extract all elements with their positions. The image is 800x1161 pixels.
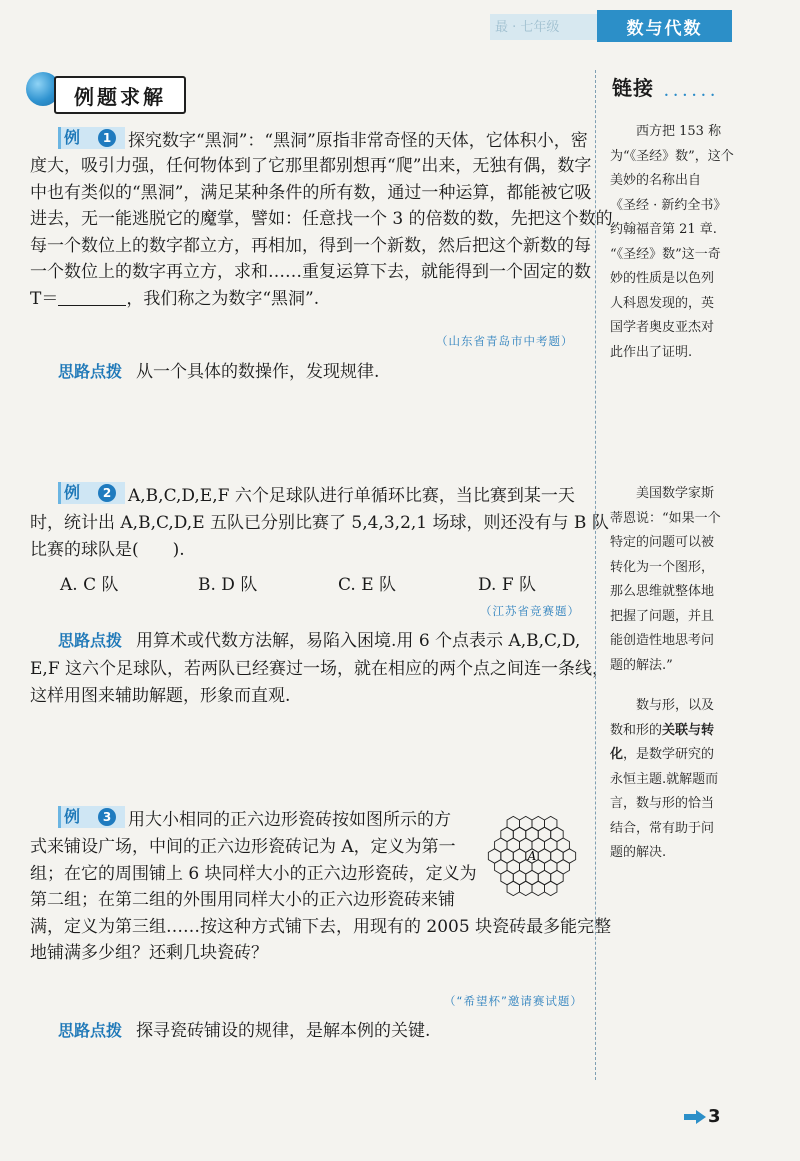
header-ghost-text: 最 · 七年级 — [495, 20, 560, 35]
note-line: 能创造性地思考问 — [610, 633, 715, 648]
page-arrow-icon — [684, 1110, 706, 1124]
note-fragment: ，是数学研究的 — [623, 747, 715, 762]
example-3-first-line — [58, 806, 451, 834]
note-line: 蒂恩说：“如果一个 — [610, 510, 721, 526]
example-badge — [58, 482, 122, 504]
source-tag: （“希望杯”邀请赛试题） — [444, 994, 583, 1008]
note-line: 数与形，以及 — [636, 698, 715, 713]
note-line: “《圣经》数”这一奇 — [610, 246, 721, 262]
note-line: 特定的问题可以被 — [610, 535, 715, 550]
note-line: 西方把 153 称 — [636, 124, 722, 139]
sidebar-divider — [595, 70, 596, 1080]
note-line — [610, 743, 718, 768]
sidebar-link-title: 链接 — [612, 76, 654, 100]
note-line: 把握了问题，并且 — [610, 608, 715, 624]
text-line: 每一个数位上的数字都立方，再相加，得到一个新数，然后把这个新数的每 — [30, 235, 591, 256]
source-tag: （江苏省竞赛题） — [480, 604, 580, 618]
text-line: 一个数位上的数字再立方，求和……重复运算下去，就能得到一个固定的数 — [30, 262, 591, 282]
note-line: 美国数学家斯 — [636, 486, 715, 501]
sidebar-note-1 — [610, 120, 734, 365]
example-number: 1 — [98, 129, 116, 147]
hexagon-tile — [563, 849, 575, 863]
section-title: 例题求解 — [54, 76, 186, 114]
text-line: E,F 这六个足球队，若两队已经赛过一场，就在相应的两个点之间连一条线， — [30, 659, 610, 679]
hint-label: 思路点拨 — [58, 362, 123, 381]
hint-2 — [58, 628, 580, 655]
hexagon-tiling-figure — [480, 806, 584, 906]
figure-label-a: A — [527, 849, 537, 863]
note-line: 题的解决. — [610, 845, 667, 860]
example-number: 3 — [98, 808, 116, 826]
section-tab: 数与代数 — [597, 10, 732, 42]
example-label: 例 — [64, 483, 81, 502]
page-number: 3 — [708, 1106, 721, 1127]
text-line: A,B,C,D,E,F 六个足球队进行单循环比赛，当比赛到某一天 — [128, 486, 575, 506]
text-line: 进去，无一能逃脱它的魔掌，譬如：任意找一个 3 的倍数的数，先把这个数的 — [30, 209, 613, 229]
sidebar-note-3 — [610, 694, 718, 866]
hint-3 — [58, 1018, 430, 1045]
note-line: 约翰福音第 21 章. — [610, 222, 717, 237]
text-line: 度大，吸引力强，任何物体到了它那里都别想再“爬”出来，无独有偶，数字 — [30, 156, 592, 176]
sidebar-dots: • • • • • • — [664, 91, 717, 100]
example-number: 2 — [98, 484, 116, 502]
example-1 — [58, 127, 588, 155]
note-line: 此作出了证明. — [610, 344, 693, 360]
note-line: 人科恩发现的，英 — [610, 295, 715, 311]
text-line: 地铺满多少组？还剩几块瓷砖？ — [30, 943, 268, 963]
text-line: 满，定义为第三组……按这种方式铺下去，用现有的 2005 块瓷砖最多能完整 — [30, 916, 612, 937]
answer-blank — [58, 287, 126, 306]
note-line: 言，数与形的恰当 — [610, 796, 715, 811]
hint-text: 探寻瓷砖铺设的规律，是解本例的关键. — [136, 1021, 431, 1041]
example-badge — [58, 806, 122, 828]
note-line: 那么思维就整体地 — [610, 584, 715, 599]
example-2-body — [30, 510, 609, 563]
note-line: 永恒主题.就解题而 — [610, 771, 719, 787]
text-line: 组；在它的周围铺上 6 块同样大小的正六边形瓷砖，定义为 — [30, 863, 477, 884]
source-tag: （山东省青岛市中考题） — [436, 334, 574, 348]
example-1-first-line — [58, 127, 588, 155]
sidebar-note-2 — [610, 482, 721, 678]
example-3 — [58, 806, 451, 834]
example-2 — [58, 482, 575, 510]
hint-text: 用算术或代数方法解，易陷入困境.用 6 个点表示 A,B,C,D, — [136, 631, 581, 651]
option-c: C. E 队 — [338, 575, 397, 595]
text-line: 时，统计出 A,B,C,D,E 五队已分别比赛了 5,4,3,2,1 场球，则还没有与 B 队 — [30, 513, 609, 533]
text-line: 这样用图来辅助解题，形象而直观. — [30, 685, 291, 706]
note-line: 题的解法.” — [610, 657, 673, 673]
example-label: 例 — [64, 128, 81, 147]
hint-label: 思路点拨 — [58, 1021, 123, 1040]
hint-label: 思路点拨 — [58, 631, 123, 650]
text-line: 探究数字“黑洞”：“黑洞”原指非常奇怪的天体，它体积小，密 — [128, 131, 588, 151]
note-fragment: 数和形的 — [610, 722, 663, 738]
answer-line — [30, 286, 613, 313]
hint-1 — [58, 359, 379, 386]
example-2-first-line — [58, 482, 575, 510]
note-line — [610, 719, 718, 744]
note-line: 结合，常有助于问 — [610, 820, 715, 836]
note-line: 美妙的名称出自 — [610, 173, 702, 188]
example-label: 例 — [64, 807, 81, 826]
note-emphasis: 化 — [610, 747, 624, 762]
note-line: 转化为一个图形， — [610, 559, 715, 575]
option-a: A. C 队 — [60, 575, 119, 595]
note-line: 《圣经 · 新约全书》 — [610, 197, 727, 213]
example-badge — [58, 127, 122, 149]
option-b: B. D 队 — [198, 575, 258, 595]
hint-text: 从一个具体的数操作，发现规律. — [136, 362, 380, 382]
note-line: 为“《圣经》数”，这个 — [610, 148, 734, 164]
note-emphasis: 关联与转 — [662, 722, 715, 738]
text-line: 式来铺设广场，中间的正六边形瓷砖记为 A，定义为第一 — [30, 837, 456, 857]
text-line: 第二组；在第二组的外围用同样大小的正六边形瓷砖来铺 — [30, 890, 455, 910]
note-line: 妙的性质是以色列 — [610, 271, 715, 286]
text-line: 比赛的球队是( ). — [30, 539, 185, 560]
note-line: 国学者奥皮亚杰对 — [610, 320, 715, 335]
text-line: 用大小相同的正六边形瓷砖按如图所示的方 — [128, 810, 451, 830]
option-d: D. F 队 — [478, 575, 537, 595]
hint-2-body — [30, 656, 609, 709]
text-line: 中也有类似的“黑洞”，满足某种条件的所有数，通过一种运算，都能被它吸 — [30, 182, 592, 203]
example-1-body — [30, 153, 613, 312]
answer-suffix: ，我们称之为数字“黑洞”. — [126, 288, 320, 309]
answer-prefix: T＝ — [30, 288, 59, 309]
